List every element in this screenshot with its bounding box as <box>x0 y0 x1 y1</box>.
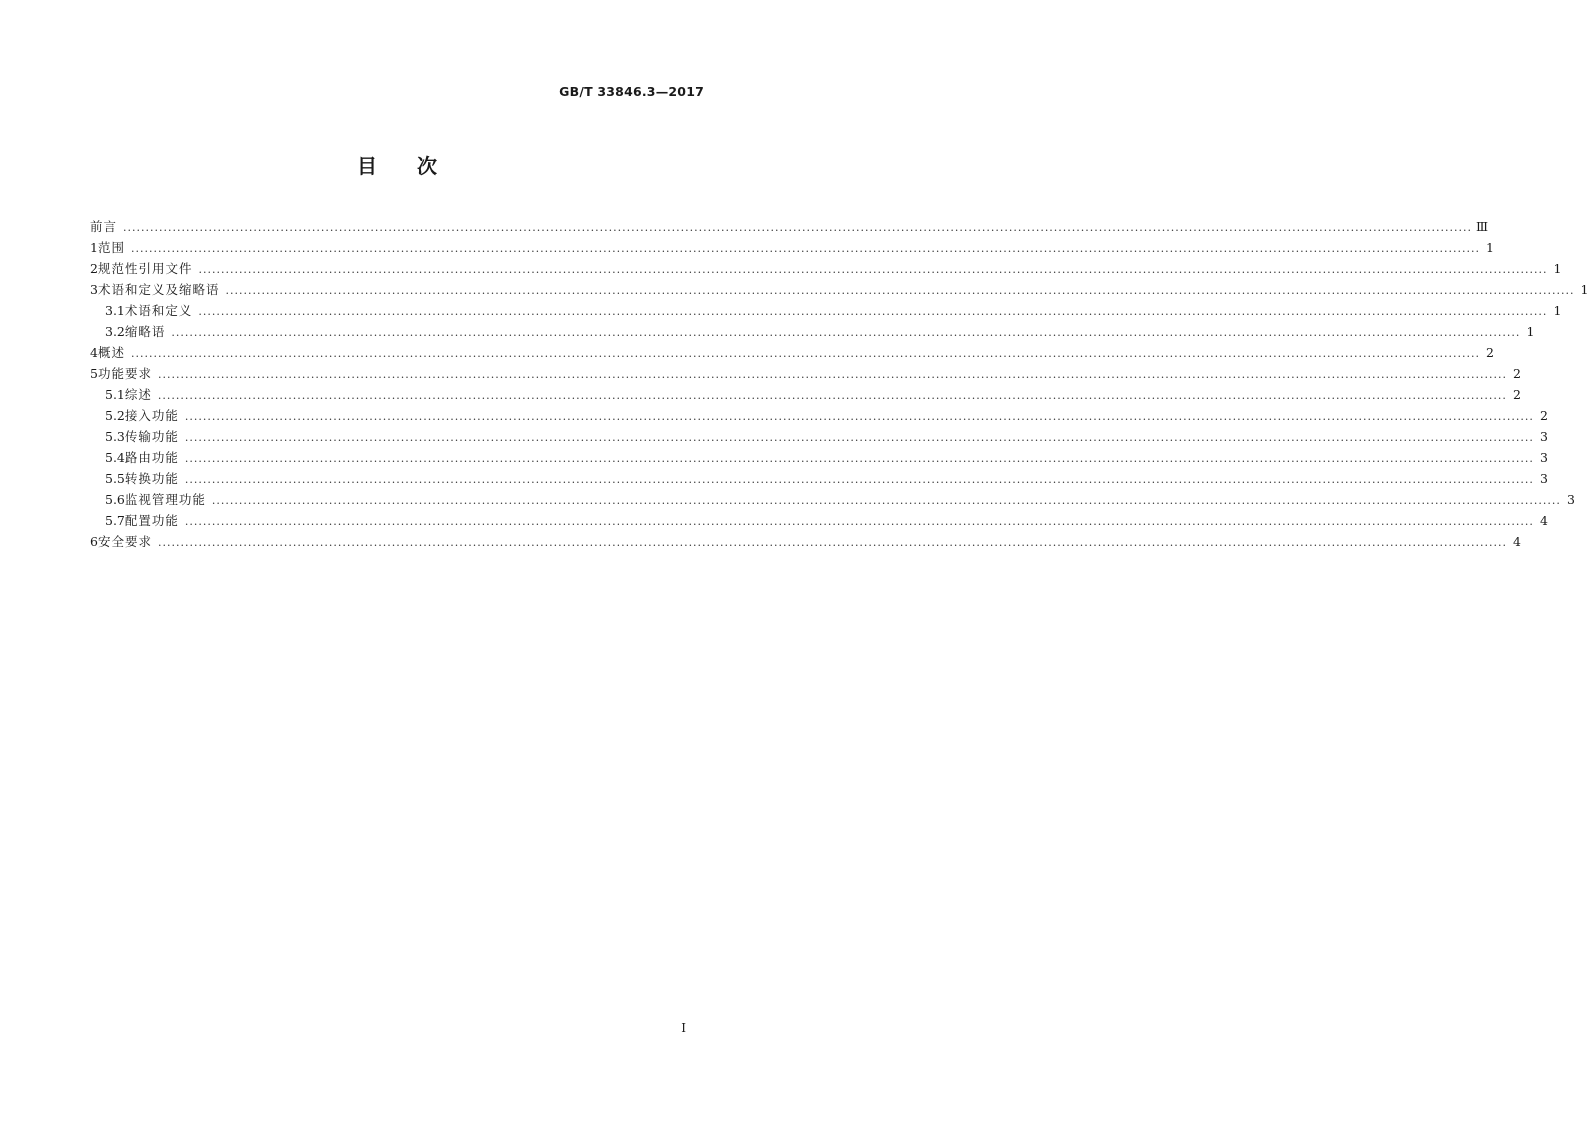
toc-label: 术语和定义及缩略语 <box>97 282 220 297</box>
toc-leader-dots: ............................................................................................................................................................................................................................................................................................................ <box>123 221 1472 234</box>
toc-label: 配置功能 <box>124 513 179 528</box>
toc-leader-dots: ............................................................................................................................................................................................................................................................................................................ <box>157 536 1507 549</box>
toc-page-number: 2 <box>1539 408 1548 423</box>
table-of-contents <box>90 216 1588 552</box>
toc-leader-dots: ............................................................................................................................................................................................................................................................................................................ <box>225 284 1575 297</box>
toc-label: 范围 <box>97 240 125 255</box>
toc-entry-5-3[interactable] <box>90 426 1548 447</box>
toc-section-number: 5.6 <box>105 492 125 507</box>
toc-section-number: 3.2 <box>105 324 125 339</box>
toc-page-number: 2 <box>1512 387 1521 402</box>
toc-page-number: 3 <box>1539 471 1548 486</box>
footer-page-number: I <box>681 1021 686 1035</box>
toc-section-number: 5.2 <box>105 408 125 423</box>
toc-entry-5-5[interactable] <box>90 468 1548 489</box>
toc-leader-dots: ............................................................................................................................................................................................................................................................................................................ <box>171 326 1521 339</box>
toc-page-number: 2 <box>1513 366 1521 381</box>
toc-entry-6[interactable] <box>90 531 1521 552</box>
toc-label: 缩略语 <box>124 324 166 339</box>
standard-code: GB/T 33846.3—2017 <box>559 84 704 99</box>
toc-entry-5[interactable] <box>90 363 1521 384</box>
toc-section-number: 5 <box>90 366 98 381</box>
toc-section-number: 4 <box>90 345 98 360</box>
toc-label: 安全要求 <box>97 534 152 549</box>
toc-leader-dots: ............................................................................................................................................................................................................................................................................................................ <box>184 515 1534 528</box>
toc-leader-dots: ............................................................................................................................................................................................................................................................................................................ <box>184 473 1534 486</box>
toc-entry-5-7[interactable] <box>90 510 1548 531</box>
toc-label: 概述 <box>97 345 125 360</box>
toc-entry-5-4[interactable] <box>90 447 1548 468</box>
toc-page-number: 1 <box>1553 303 1562 318</box>
toc-leader-dots: ............................................................................................................................................................................................................................................................................................................ <box>184 410 1534 423</box>
toc-entry-5-2[interactable] <box>90 405 1548 426</box>
toc-page-number: 1 <box>1580 282 1588 297</box>
toc-page-number: 4 <box>1513 534 1521 549</box>
toc-label: 转换功能 <box>124 471 179 486</box>
toc-entry-foreword[interactable] <box>90 216 1489 237</box>
toc-page-number: 1 <box>1553 261 1562 276</box>
toc-label: 传输功能 <box>124 429 179 444</box>
toc-page-number: 1 <box>1486 240 1494 255</box>
toc-leader-dots: ............................................................................................................................................................................................................................................................................................................ <box>198 263 1548 276</box>
toc-entry-5-6[interactable] <box>90 489 1575 510</box>
toc-section-number: 5.5 <box>105 471 125 486</box>
toc-label: 规范性引用文件 <box>97 261 193 276</box>
toc-label: 路由功能 <box>124 450 179 465</box>
toc-page-number: 2 <box>1486 345 1494 360</box>
toc-page-number: 1 <box>1526 324 1535 339</box>
toc-leader-dots: ............................................................................................................................................................................................................................................................................................................ <box>157 368 1507 381</box>
toc-section-number: 2 <box>90 261 98 276</box>
toc-page-number: 4 <box>1539 513 1548 528</box>
toc-leader-dots: ............................................................................................................................................................................................................................................................................................................ <box>130 347 1480 360</box>
toc-entry-2[interactable] <box>90 258 1562 279</box>
toc-label: 前言 <box>90 219 118 234</box>
toc-entry-5-1[interactable] <box>90 384 1521 405</box>
toc-section-number: 6 <box>90 534 98 549</box>
toc-label: 综述 <box>124 387 152 402</box>
toc-section-number: 3 <box>90 282 98 297</box>
page-title: 目次 <box>357 154 477 178</box>
toc-entry-3[interactable] <box>90 279 1588 300</box>
toc-entry-3-2[interactable] <box>90 321 1535 342</box>
toc-leader-dots: ............................................................................................................................................................................................................................................................................................................ <box>211 494 1561 507</box>
toc-page-number: 3 <box>1539 429 1548 444</box>
toc-section-number: 5.7 <box>105 513 125 528</box>
toc-page-number: 3 <box>1539 450 1548 465</box>
toc-label: 监视管理功能 <box>124 492 206 507</box>
toc-leader-dots: ............................................................................................................................................................................................................................................................................................................ <box>184 452 1534 465</box>
toc-page-number: 3 <box>1566 492 1575 507</box>
toc-entry-1[interactable] <box>90 237 1494 258</box>
toc-section-number: 5.3 <box>105 429 125 444</box>
toc-leader-dots: ............................................................................................................................................................................................................................................................................................................ <box>130 242 1480 255</box>
toc-leader-dots: ............................................................................................................................................................................................................................................................................................................ <box>184 431 1534 444</box>
toc-leader-dots: ............................................................................................................................................................................................................................................................................................................ <box>198 305 1548 318</box>
toc-entry-3-1[interactable] <box>90 300 1562 321</box>
toc-entry-4[interactable] <box>90 342 1494 363</box>
toc-label: 术语和定义 <box>124 303 193 318</box>
toc-label: 功能要求 <box>97 366 152 381</box>
toc-leader-dots: ............................................................................................................................................................................................................................................................................................................ <box>157 389 1507 402</box>
toc-section-number: 1 <box>90 240 98 255</box>
toc-section-number: 3.1 <box>105 303 125 318</box>
toc-label: 接入功能 <box>124 408 179 423</box>
toc-section-number: 5.4 <box>105 450 125 465</box>
toc-page-number: Ⅲ <box>1476 219 1489 234</box>
toc-section-number: 5.1 <box>105 387 125 402</box>
